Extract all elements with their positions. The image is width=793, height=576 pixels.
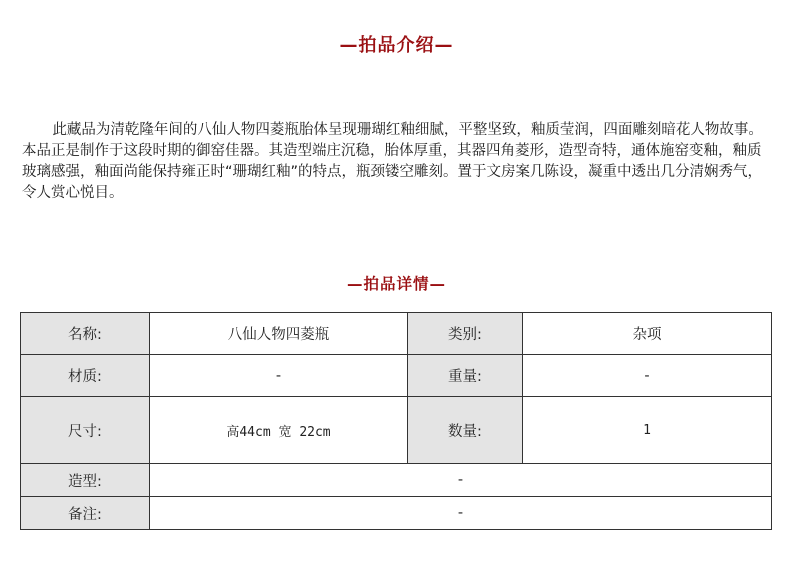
- size-value: 高44cm 宽 22cm: [150, 397, 408, 464]
- table-row: [21, 397, 772, 464]
- table-row: [21, 355, 772, 397]
- table-row: [21, 464, 772, 497]
- intro-heading: —拍品介绍—: [339, 35, 454, 56]
- material-value: -: [150, 355, 408, 397]
- details-heading: —拍品详情—: [346, 275, 446, 293]
- intro-paragraph: 此藏品为清乾隆年间的八仙人物四菱瓶胎体呈现珊瑚红釉细腻，平整坚致，釉质莹润，四面雕刻暗花人物故事。本品正是制作于这段时期的御窑佳器。其造型端庄沉稳，胎体厚重，其器四角菱形，造型奇特，通体施窑变釉，釉质玻璃感强，釉面尚能保持雍正时“珊瑚红釉”的特点，瓶颈镂空雕刻。置于文房案几陈设，凝重中透出几分清娴秀气，令人赏心悦目。: [22, 122, 763, 201]
- remarks-label: 备注:: [21, 497, 150, 530]
- remarks-value: -: [150, 497, 772, 530]
- weight-label: 重量:: [408, 355, 523, 397]
- shape-label: 造型:: [21, 464, 150, 497]
- table-row: [21, 497, 772, 530]
- material-label: 材质:: [21, 355, 150, 397]
- category-value: 杂项: [523, 313, 772, 355]
- details-table: [20, 312, 772, 530]
- name-value: 八仙人物四菱瓶: [150, 313, 408, 355]
- size-label: 尺寸:: [21, 397, 150, 464]
- weight-value: -: [523, 355, 772, 397]
- shape-value: -: [150, 464, 772, 497]
- category-label: 类别:: [408, 313, 523, 355]
- table-row: [21, 313, 772, 355]
- quantity-label: 数量:: [408, 397, 523, 464]
- name-label: 名称:: [21, 313, 150, 355]
- quantity-value: 1: [523, 397, 772, 464]
